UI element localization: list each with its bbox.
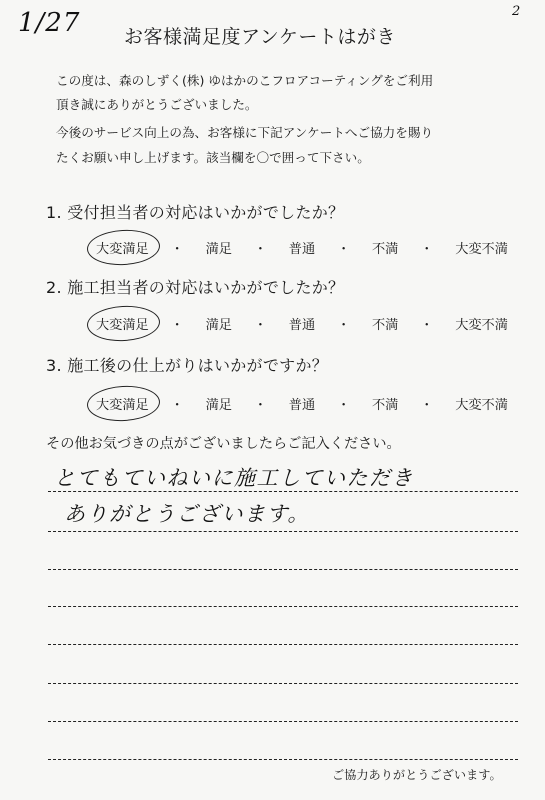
separator: ・	[337, 318, 351, 333]
separator: ・	[170, 318, 184, 333]
q3-option-dissatisfied[interactable]: 不満	[371, 398, 399, 413]
intro-line-4: たくお願い申し上げます。該当欄を〇で囲って下さい。	[56, 150, 370, 165]
question-1-options	[92, 236, 512, 259]
intro-line-3: 今後のサービス向上の為、お客様に下記アンケートへご協力を賜り	[56, 125, 434, 140]
intro-line-2: 頂き誠にありがとうございました。	[56, 97, 258, 112]
comment-line	[48, 683, 518, 684]
q2-option-average[interactable]: 普通	[288, 318, 316, 333]
q2-option-very-dissatisfied[interactable]: 大変不満	[455, 318, 508, 333]
q1-option-average[interactable]: 普通	[288, 242, 316, 257]
separator: ・	[253, 242, 267, 257]
q2-option-dissatisfied[interactable]: 不満	[371, 318, 399, 333]
separator: ・	[170, 398, 184, 413]
question-2-options	[92, 312, 512, 335]
separator: ・	[420, 398, 434, 413]
comment-line	[48, 721, 518, 722]
q1-option-very-satisfied[interactable]: 大変満足	[92, 236, 153, 259]
comment-line	[48, 606, 518, 607]
handwritten-date: 1/27	[18, 8, 81, 38]
separator: ・	[337, 242, 351, 257]
handwritten-comment-line-1[interactable]: とてもていねいに施工していただき	[54, 466, 414, 490]
question-3-options	[92, 392, 512, 415]
question-3: 3. 施工後の仕上がりはいかがですか？	[46, 356, 329, 375]
handwritten-comment-line-2[interactable]: ありがとうございます。	[64, 502, 310, 526]
separator: ・	[420, 318, 434, 333]
q3-option-satisfied[interactable]: 満足	[205, 398, 232, 413]
q1-option-very-dissatisfied[interactable]: 大変不満	[455, 242, 508, 257]
intro-line-1: この度は、森のしずく(株) ゆはかのこフロアコーティングをご利用	[56, 73, 434, 88]
separator: ・	[253, 398, 267, 413]
comment-line	[48, 759, 518, 760]
q1-option-dissatisfied[interactable]: 不満	[371, 242, 399, 257]
question-1: 1. 受付担当者の対応はいかがでしたか？	[46, 203, 345, 222]
q1-option-satisfied[interactable]: 満足	[205, 242, 232, 257]
q2-option-very-satisfied[interactable]: 大変満足	[92, 312, 153, 335]
q3-option-very-dissatisfied[interactable]: 大変不満	[455, 398, 508, 413]
comment-line	[48, 569, 518, 570]
page-number: 2	[512, 4, 521, 19]
q2-option-satisfied[interactable]: 満足	[205, 318, 232, 333]
comments-prompt: その他お気づきの点がございましたらご記入ください。	[46, 436, 401, 452]
separator: ・	[253, 318, 267, 333]
separator: ・	[170, 242, 184, 257]
q3-option-average[interactable]: 普通	[288, 398, 316, 413]
q3-option-very-satisfied[interactable]: 大変満足	[92, 392, 153, 415]
separator: ・	[337, 398, 351, 413]
comment-line	[48, 644, 518, 645]
separator: ・	[420, 242, 434, 257]
question-2: 2. 施工担当者の対応はいかがでしたか？	[46, 278, 345, 297]
comment-line	[48, 491, 518, 492]
thank-you-footer: ご協力ありがとうございます。	[332, 768, 502, 782]
survey-title: お客様満足度アンケートはがき	[124, 26, 396, 48]
comment-line	[48, 531, 518, 532]
